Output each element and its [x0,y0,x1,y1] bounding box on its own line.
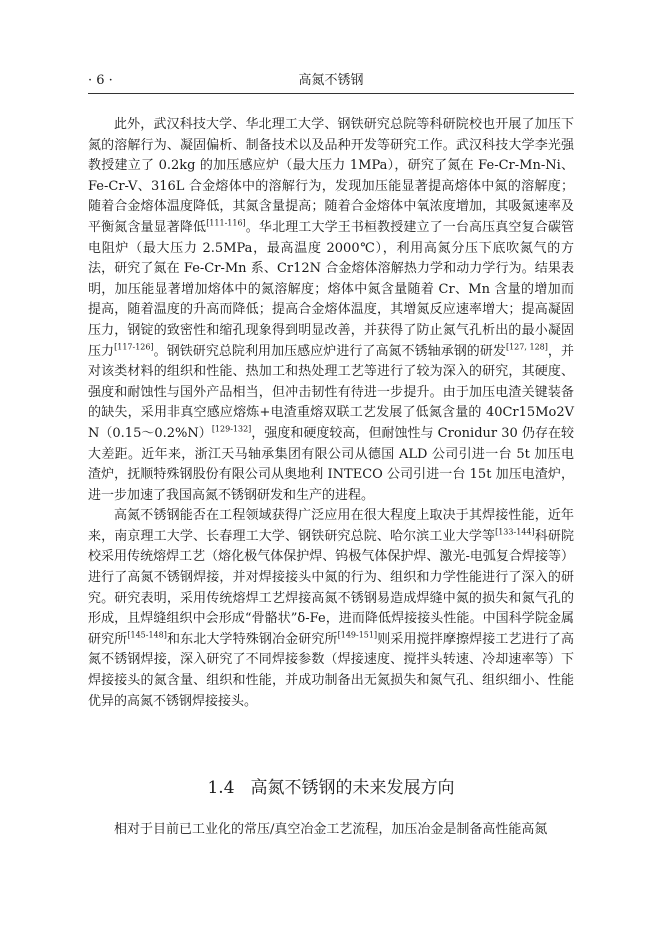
citation-ref: [117-126] [114,342,154,352]
paragraph-1 [88,115,574,506]
citation-ref: [127, 128] [505,342,548,352]
text-run: 和东北大学特殊钢冶金研究所 [166,631,338,647]
citation-ref: [133-144] [495,527,535,537]
citation-ref: [149-151] [337,630,378,640]
running-title: 高氮不锈钢 [298,73,364,88]
text-run: 高氮不锈钢能否在工程领域获得广泛应用在很大程度上取决于其焊接性能，近年来，南京理工大学、长春理工大学、钢铁研究总院、哈尔滨工业大学等 [88,508,574,544]
paragraph-2 [88,506,574,712]
text-run: ，并对该类材料的组织和性能、热加工和热处理工艺等进行了较为深入的研究，其硬度、强度和耐蚀性与国外产品相当，但冲击韧性有待进一步提升。由于加压电渣关键装备的缺失，采用非真空感应熔炼+电渣重熔双联工艺发展了低氮含量的 40Cr15Mo2VN（0.15～0.2%N） [88,343,574,441]
text-run: 。钢铁研究总院利用加压感应炉进行了高氮不锈轴承钢的研发 [153,343,506,359]
paragraph-3: 相对于目前已工业化的常压/真空冶金工艺流程，加压冶金是制备高性能高氮 [114,822,548,837]
citation-ref: [145-148] [127,630,167,640]
section-title: 高氮不锈钢的未来发展方向 [250,778,455,798]
citation-ref: [111-116] [206,218,246,228]
text-run: 。华北理工大学王书桓教授建立了一台高压真空复合碳管电阻炉（最大压力 2.5MPa，最高温度 2000℃），利用高氮分压下底吹氮气的方法，研究了氮在 Fe-Cr-Mn 系、Cr12N 合金熔体溶解热力学和动力学行为。结果表明，加压能显著增加熔体中的氮溶解度；熔体中氮含量随着 Cr、Mn 含量的增加而提高，随着温度的升高而降低；提高合金熔体温度，其增氮反应速率增大；提高凝固压力，钢锭的致密性和缩孔现象得到明显改善，并获得了防止氮气孔析出的最小凝固压力 [88,219,574,359]
text-run: 科研院校采用传统熔焊工艺（熔化极气体保护焊、钨极气体保护焊、激光-电弧复合焊接等）进行了高氮不锈钢焊接，并对焊接接头中氮的行为、组织和力学性能进行了深入的研究。研究表明，采用传统熔焊工艺焊接高氮不锈钢易造成焊缝中氮的损失和氮气孔的形成，且焊缝组织中会形成“骨骼状”δ-Fe，进而降低焊接接头性能。中国科学院金属研究所 [88,528,574,647]
text-run: ，强度和硬度较高，但耐蚀性与 Cronidur 30 仍存在较大差距。近年来，浙江天马轴承集团有限公司从德国 ALD 公司引进一台 5t 加压电渣炉，抚顺特殊钢股份有限公司从奥地利 INTECO 公司引进一台 15t 加压电渣炉，进一步加速了我国高氮不锈钢研发和生产的进程。 [88,425,575,503]
page-header [88,72,574,90]
header-rule [88,93,574,94]
text-run: 此外，武汉科技大学、华北理工大学、钢铁研究总院等科研院校也开展了加压下氮的溶解行为、凝固偏析、制备技术以及品种开发等研究工作。武汉科技大学李光强教授建立了 0.2kg 的加压感应炉（最大压力 1MPa），研究了氮在 Fe-Cr-Mn-Ni、Fe-Cr-V、316L 合金熔体中的溶解行为，发现加压能显著提高熔体中氮的溶解度；随着合金熔体温度降低，其氮含量提高；随着合金熔体中氧浓度增加，其吸氮速率及平衡氮含量显著降低 [88,117,574,235]
section-number: 1.4 [207,778,235,798]
page-number: · 6 · [88,73,113,88]
body-text [88,115,574,712]
citation-ref: [129-132] [211,424,252,434]
text-run: 则采用搅拌摩擦焊接工艺进行了高氮不锈钢焊接，深入研究了不同焊接参数（焊接速度、搅拌头转速、冷却速率等）下焊接接头的氮含量、组织和性能，并成功制备出无氮损失和氮气孔、组织细小、性能优异的高氮不锈钢焊接接头。 [88,631,574,709]
section-heading [88,776,574,800]
